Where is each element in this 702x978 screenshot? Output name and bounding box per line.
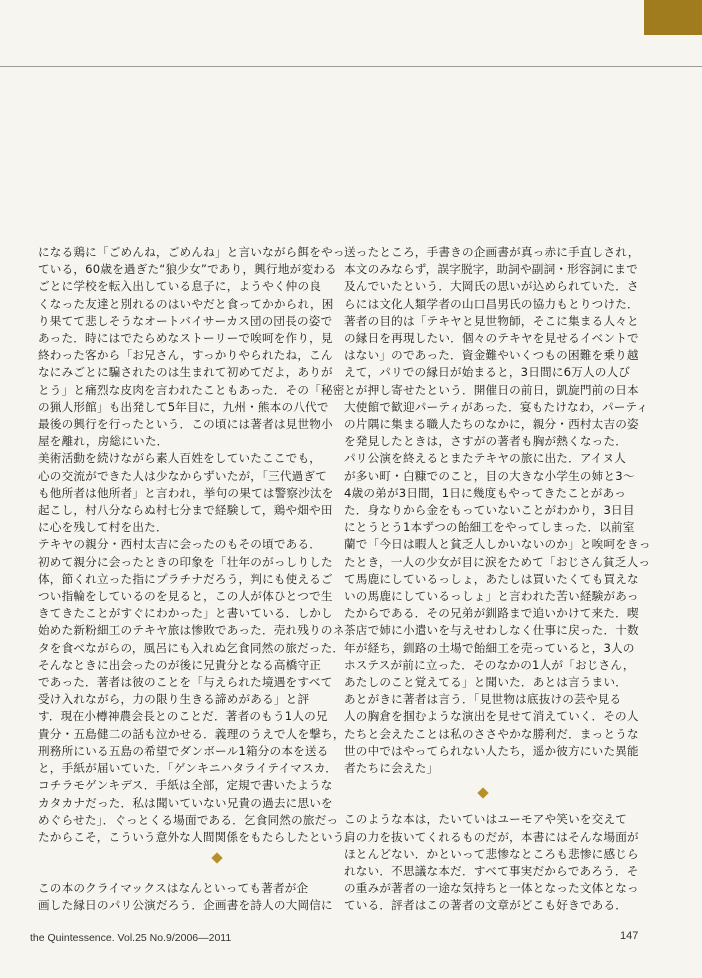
text-line: と，手紙が届いていた．「ゲンキニハタライテイマスカ． bbox=[38, 761, 337, 776]
paragraph bbox=[38, 880, 356, 914]
text-line: にとうとう1本ずつの飴細工をやってしまった．以前室 bbox=[344, 520, 635, 535]
text-line: 起こし，村八分ならぬ村七分まで経験して，鶏や畑や田 bbox=[38, 503, 333, 518]
paragraph bbox=[38, 244, 356, 450]
text-line: 体，節くれ立った指にプラチナだろう，判にも使えるご bbox=[38, 571, 333, 586]
footer-journal-citation: the Quintessence. Vol.25 No.9/2006—2011 bbox=[30, 932, 232, 944]
text-line: たからである．その兄弟が釧路まで追いかけて来た．喫 bbox=[344, 606, 639, 621]
text-line: ている．評者はこの著者の文章がどこも好きである． bbox=[344, 898, 628, 913]
text-line: であった．著者は彼のことを「与えられた境遇をすべて bbox=[38, 675, 333, 690]
text-line: 始めた新粉細工のテキヤ旅は惨敗であった．売れ残りのネ bbox=[38, 623, 345, 638]
page-number: 147 bbox=[620, 930, 639, 942]
text-line: り果てて悲しそうなオートバイサーカス団の団長の姿で bbox=[38, 313, 333, 328]
text-line: 人の胸倉を掴むような演出を見せて消えていく．その人 bbox=[344, 709, 639, 724]
text-line: ホステスが前に立った．そのなかの1人が「おじさん， bbox=[344, 657, 635, 672]
section-divider bbox=[38, 846, 356, 880]
text-line: 屋を離れ，房総にいた． bbox=[38, 434, 169, 449]
text-line: の縁日を再現したい．個々のテキヤを見せるイベントで bbox=[344, 331, 639, 346]
text-line: ごとに学校を転入出している息子に，ようやく仲の良 bbox=[38, 279, 322, 294]
text-line: あとがきに著者は言う．「見世物は底抜けの芸や見る bbox=[344, 692, 622, 707]
text-line: めぐらせた」．ぐっとくる場面である．乞食同然の旅だっ bbox=[38, 812, 339, 827]
text-line: 本文のみならず，誤字脱字，助詞や副詞・形容詞にまで bbox=[344, 262, 638, 277]
text-line: この本のクライマックスはなんといっても著者が企 bbox=[38, 881, 309, 896]
text-line: た．身なりから金をもっていないことがわかり，3日目 bbox=[344, 503, 635, 518]
text-line: つい指輪をしているのを見ると，この人が体ひとつで生 bbox=[38, 589, 333, 604]
text-line: 年が経ち，釧路の土場で飴細工を売っていると，3人の bbox=[344, 640, 635, 655]
text-line: す．現在小樽神農会長とのことだ．著者のもう1人の兄 bbox=[38, 709, 328, 724]
text-line: 者たちに会えた」 bbox=[344, 761, 439, 776]
text-line: 送ったところ，手書きの企画書が真っ赤に手直しされ， bbox=[344, 245, 640, 259]
text-line: なにみごとに騙されたのは生まれて初めてだよ，ありが bbox=[38, 365, 333, 380]
paragraph bbox=[344, 244, 662, 450]
left-column bbox=[38, 244, 356, 915]
text-line: 4歳の弟が3日間，1日に幾度もやってきたことがあっ bbox=[344, 485, 627, 500]
text-line: が多い町・白糠でのこと，目の大きな小学生の姉と3～ bbox=[344, 468, 635, 483]
text-line: 蘭で「今日は暇人と貧乏人しかいないのか」と唉呵をきっ bbox=[344, 537, 651, 552]
text-line: の猟人形館」も出発して5年目に，九州・熊本の八代で bbox=[38, 399, 329, 414]
text-line: 貴分・五島健二の話も泣かせる．義理のうえで人を撃ち， bbox=[38, 726, 345, 741]
text-line: あった．時にはでたらめなストーリーで唉呵を作り，見 bbox=[38, 331, 333, 346]
paragraph bbox=[344, 691, 662, 777]
text-line: カタカナだった．私は聞いていない兄貴の過去に思いを bbox=[38, 795, 333, 810]
text-line: の重みが著者の一途な気持ちと一体となった文体となっ bbox=[344, 881, 639, 896]
text-line: たちと会えたことは私のささやかな勝利だ．まっとうな bbox=[344, 726, 639, 741]
text-line: ほとんどない．かといって悲惨なところも悲惨に感じら bbox=[344, 846, 639, 861]
text-line: テキヤの親分・西村太吉に会ったのもその頃である． bbox=[38, 537, 322, 552]
text-line: たとき，一人の少女が目に涙をためて「おじさん貧乏人っ bbox=[344, 554, 651, 569]
text-line: とう」と痛烈な皮肉を言われたこともあった．その「秘密 bbox=[38, 382, 345, 397]
text-line: も他所者は他所者」と言われ，挙句の果ては警察沙汰を bbox=[38, 485, 334, 500]
text-line: 及んでいたという．大岡氏の思いが込められていた．さ bbox=[344, 279, 639, 294]
text-line: 大使館で歓迎パーティがあった．宴もたけなわ，パーティ bbox=[344, 399, 649, 414]
text-line: 美術活動を続けながら素人百姓をしていたここでも， bbox=[38, 451, 322, 466]
text-line: れない．不思議な本だ．すべて事実だからであろう．そ bbox=[344, 863, 639, 878]
text-line: て馬鹿にしているっしょ，あたしは買いたくても買えな bbox=[344, 571, 639, 586]
diamond-ornament-icon bbox=[477, 788, 488, 799]
section-divider bbox=[344, 777, 662, 811]
text-line: 著者の目的は「テキヤと見世物師，そこに集まる人々と bbox=[344, 313, 639, 328]
paragraph bbox=[344, 811, 662, 914]
text-line: 刑務所にいる五島の希望でダンボール1箱分の本を送る bbox=[38, 743, 329, 758]
text-line: 肩の力を抜いてくれるものだが，本書にはそんな場面が bbox=[344, 829, 639, 844]
page-corner-tab bbox=[644, 0, 702, 35]
text-line: えて，パリでの縁日が始まると，3日間に6万人の人び bbox=[344, 365, 631, 380]
text-line: 画した縁日のパリ公演だろう．企画書を詩人の大岡信に bbox=[38, 898, 333, 913]
text-line: になる鶏に「ごめんね，ごめんね」と言いながら餌をやっ bbox=[38, 245, 345, 259]
text-line: きてきたことがすぐにわかった」と書いている．しかし bbox=[38, 606, 333, 621]
text-line: あたしのこと覚えてる」と聞いた．あとは言うまい． bbox=[344, 675, 628, 690]
right-column bbox=[344, 244, 662, 915]
text-line: 茶店で姉に小遣いを与えせわしなく仕事に戻った．十数 bbox=[344, 623, 639, 638]
text-line: らには文化人類学者の山口昌男氏の協力もとりつけた． bbox=[344, 296, 639, 311]
paragraph bbox=[38, 536, 356, 846]
text-line: タを食べながらの，風呂にも入れぬ乞食同然の旅だった． bbox=[38, 640, 345, 655]
text-line: くなった友達と別れるのはいやだと食ってかかられ，困 bbox=[38, 296, 334, 311]
text-line: 受け入れながら，力の限り生きる諦めがある」と評 bbox=[38, 692, 310, 707]
text-line: そんなときに出会ったのが後に兄貴分となる高橋守正 bbox=[38, 657, 322, 672]
text-line: はない」のであった．資金難やいくつもの困難を乗り越 bbox=[344, 348, 639, 363]
text-line: を発見したときは，さすがの著者も胸が熱くなった． bbox=[344, 434, 628, 449]
text-line: コチラモゲンキデス．手紙は全部，定規で書いたような bbox=[38, 778, 333, 793]
text-line: パリ公演を終えるとまたテキヤの旅に出た．アイヌ人 bbox=[344, 451, 627, 466]
header-rule bbox=[0, 66, 702, 67]
text-line: このような本は，たいていはユーモアや笑いを交えて bbox=[344, 812, 628, 827]
paragraph bbox=[344, 450, 662, 691]
text-line: とが押し寄せたという．開催日の前日，凱旋門前の日本 bbox=[344, 382, 639, 397]
text-line: に心を残して村を出た． bbox=[38, 520, 168, 535]
text-line: たからこそ，こういう意外な人間関係をもたらしたという． bbox=[38, 829, 356, 844]
text-line: 心の交流ができた人は少なからずいたが，「三代過ぎて bbox=[38, 468, 328, 483]
text-line: 世の中ではやってられない人たち，遥か彼方にいた異能 bbox=[344, 743, 639, 758]
diamond-ornament-icon bbox=[211, 852, 222, 863]
text-line: 終わった客から「お兄さん，すっかりやられたね，こん bbox=[38, 348, 333, 363]
text-line: いの馬鹿にしているっしょ」と言われた苦い経験があっ bbox=[344, 589, 639, 604]
paragraph bbox=[38, 450, 356, 536]
text-line: ている，60歳を過ぎた“狼少女”であり，興行地が変わる bbox=[38, 262, 337, 277]
text-line: 初めて親分に会ったときの印象を「壮年のがっしりした bbox=[38, 554, 333, 569]
text-line: の片隅に集まる職人たちのなかに，親分・西村太吉の姿 bbox=[344, 417, 639, 432]
text-line: 最後の興行を行ったという．この頃には著者は見世物小 bbox=[38, 417, 333, 432]
